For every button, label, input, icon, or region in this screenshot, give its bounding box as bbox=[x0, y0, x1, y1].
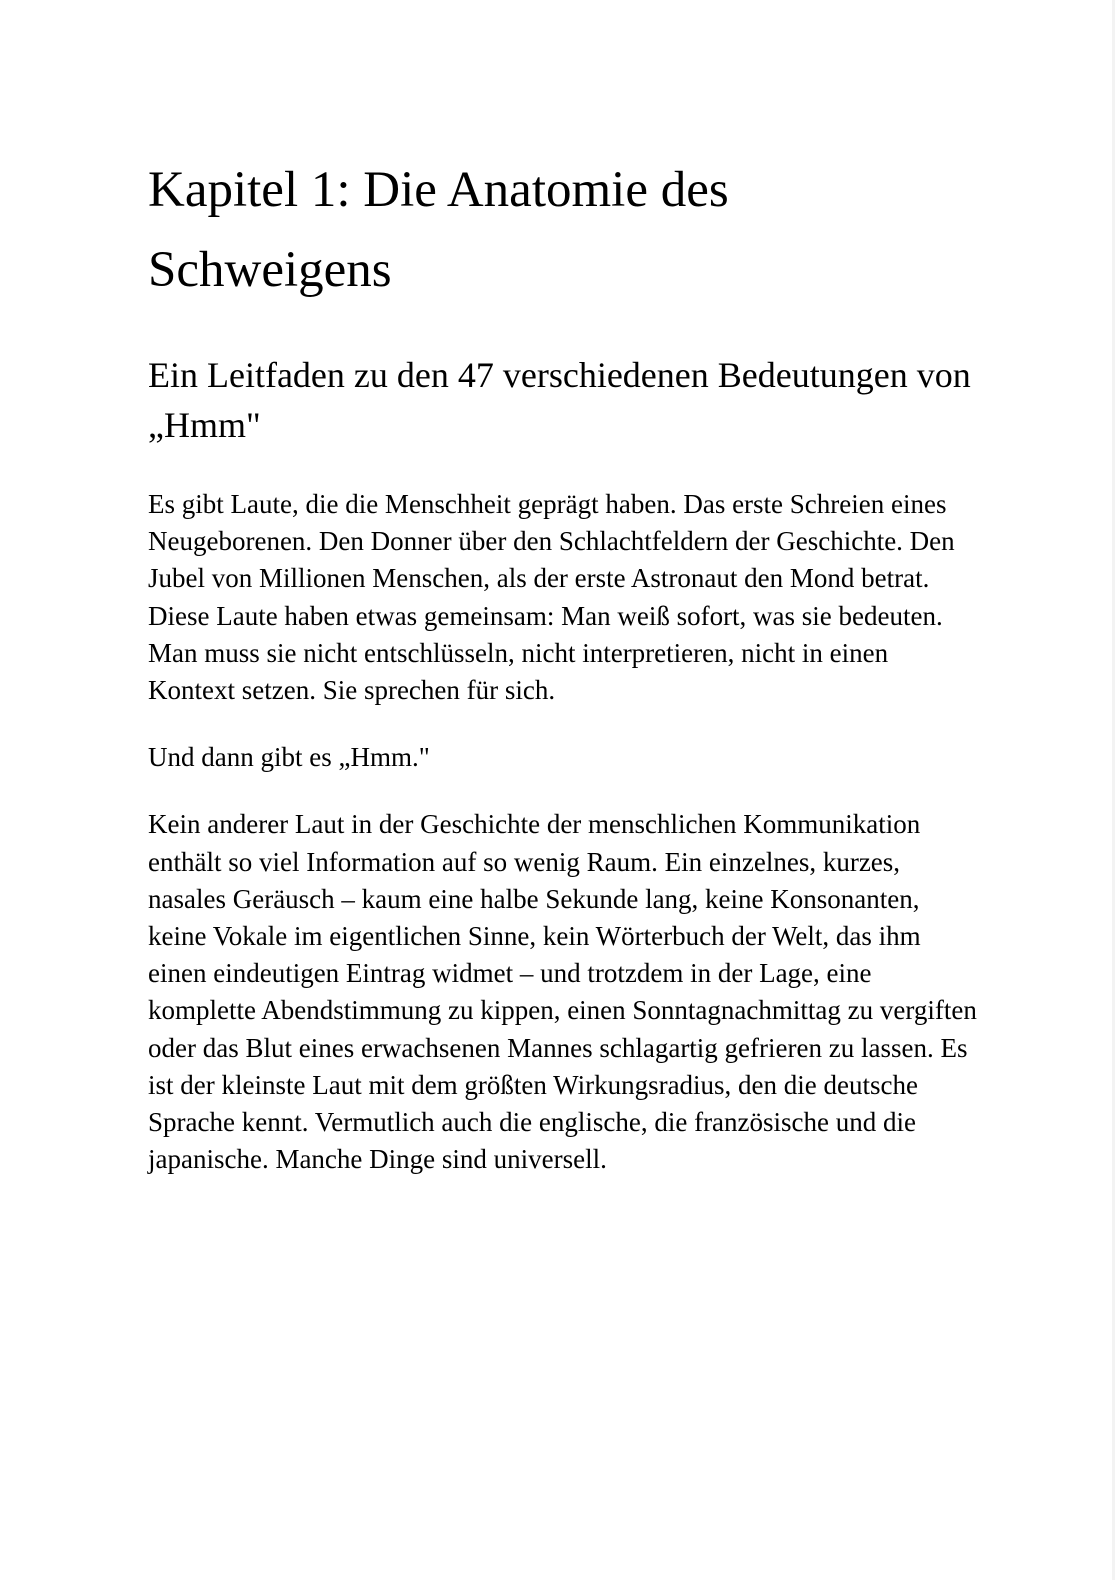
chapter-subtitle: Ein Leitfaden zu den 47 verschiedenen Bedeutungen von „Hmm" bbox=[148, 355, 971, 445]
chapter-title: Kapitel 1: Die Anatomie des Schweigens bbox=[148, 162, 729, 298]
document-page bbox=[148, 150, 978, 1178]
body-paragraph-3: Kein anderer Laut in der Geschichte der menschlichen Kommunikation enthält so viel Information auf so wenig Raum. Ein einzelnes, kurzes, nasales Geräusch – kaum eine halbe Sekunde lang, keine Konsonanten, keine Vokale im eigentlichen Sinne, kein Wörterbuch der Welt, das ihm einen eindeutigen Eintrag widmet – und trotzdem in der Lage, eine komplette Abendstimmung zu kippen, einen Sonntagnachmittag zu vergiften oder das Blut eines erwachsenen Mannes schlagartig gefrieren zu lassen. Es ist der kleinste Laut mit dem größten Wirkungsradius, den die deutsche Sprache kennt. Vermutlich auch die englische, die französische und die japanische. Manche Dinge sind universell. bbox=[148, 809, 977, 1175]
body-paragraph-2: Und dann gibt es „Hmm." bbox=[148, 742, 430, 773]
body-paragraph-1: Es gibt Laute, die die Menschheit geprägt haben. Das erste Schreien eines Neugeborenen. Den Donner über den Schlachtfeldern der Geschichte. Den Jubel von Millionen Menschen, als der erste Astronaut den Mond betrat. Diese Laute haben etwas gemeinsam: Man weiß sofort, was sie bedeuten. Man muss sie nicht entschlüsseln, nicht interpretieren, nicht in einen Kontext setzen. Sie sprechen für sich. bbox=[148, 489, 955, 706]
